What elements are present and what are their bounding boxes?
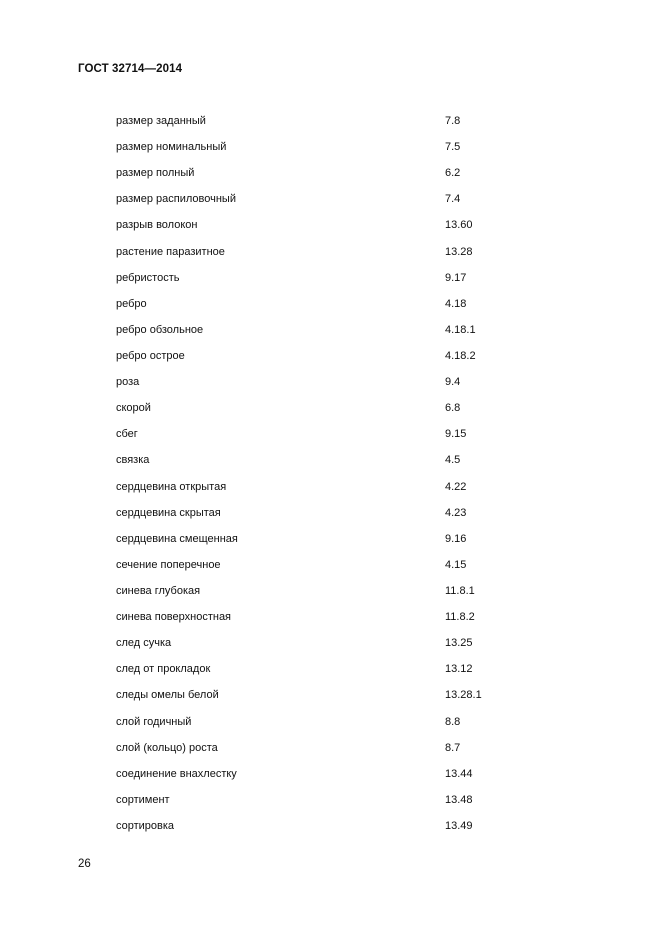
index-term: ребро обзольное — [116, 323, 204, 336]
index-ref: 8.7 — [445, 741, 461, 754]
index-ref: 13.28.1 — [445, 689, 482, 702]
index-row — [116, 192, 556, 218]
index-ref: 13.44 — [445, 767, 473, 780]
index-ref: 13.49 — [445, 819, 473, 832]
index-term: ребро — [116, 297, 147, 310]
index-ref: 4.22 — [445, 480, 467, 493]
index-ref: 7.8 — [445, 115, 461, 127]
index-ref: 9.16 — [445, 532, 467, 545]
index-ref: 4.18 — [445, 297, 467, 310]
index-term: размер распиловочный — [116, 193, 236, 206]
index-term: сечение поперечное — [116, 558, 221, 571]
index-row — [116, 610, 556, 636]
index-term: синева поверхностная — [116, 611, 232, 624]
index-ref: 4.15 — [445, 558, 467, 571]
index-row — [116, 349, 556, 375]
index-ref: 13.48 — [445, 793, 473, 806]
index-ref: 4.18.1 — [445, 323, 476, 336]
index-term: размер полный — [116, 167, 195, 180]
index-row — [116, 532, 556, 558]
index-row — [116, 688, 556, 714]
index-term: ребро острое — [116, 349, 185, 362]
index-ref: 6.8 — [445, 402, 461, 415]
index-ref: 11.8.2 — [445, 611, 475, 624]
index-ref: 11.8.1 — [445, 584, 475, 597]
index-row — [116, 767, 556, 793]
index-term: сердцевина скрытая — [116, 506, 221, 519]
index-term: сбег — [116, 428, 138, 441]
index-term: связка — [116, 454, 150, 467]
index-row — [116, 662, 556, 688]
index-ref: 9.15 — [445, 428, 467, 441]
index-row — [116, 793, 556, 819]
index-term: растение паразитное — [116, 245, 225, 258]
index-term: сортировка — [116, 819, 175, 832]
index-ref: 13.25 — [445, 637, 473, 650]
index-row — [116, 741, 556, 767]
index-row — [116, 245, 556, 271]
index-row — [116, 114, 556, 140]
index-term: сортимент — [116, 793, 170, 806]
index-term: ребристость — [116, 271, 180, 284]
index-ref: 7.4 — [445, 193, 461, 206]
index-row — [116, 506, 556, 532]
index-row — [116, 584, 556, 610]
index-row — [116, 218, 556, 244]
index-term: разрыв волокон — [116, 219, 198, 232]
alphabetical-index — [116, 114, 556, 845]
index-term: размер номинальный — [116, 141, 227, 154]
index-ref: 6.2 — [445, 167, 461, 180]
index-row — [116, 140, 556, 166]
page-header-standard: ГОСТ 32714—2014 — [78, 63, 183, 75]
index-ref: 9.4 — [445, 376, 461, 389]
page-number: 26 — [78, 858, 91, 870]
index-row — [116, 819, 556, 845]
index-term: слой годичный — [116, 715, 192, 728]
index-row — [116, 558, 556, 584]
index-row — [116, 715, 556, 741]
index-ref: 4.18.2 — [445, 349, 476, 362]
index-term: сердцевина открытая — [116, 480, 227, 493]
index-ref: 8.8 — [445, 715, 461, 728]
index-ref: 9.17 — [445, 271, 467, 284]
index-ref: 7.5 — [445, 141, 461, 154]
index-term: синева глубокая — [116, 584, 201, 597]
index-term: скорой — [116, 402, 151, 415]
index-ref: 13.12 — [445, 663, 473, 676]
index-ref: 13.60 — [445, 219, 473, 232]
index-term: соединение внахлестку — [116, 767, 237, 780]
index-row — [116, 323, 556, 349]
index-term: роза — [116, 376, 140, 389]
index-term: след сучка — [116, 637, 172, 650]
index-term: сердцевина смещенная — [116, 532, 238, 545]
index-row — [116, 401, 556, 427]
index-term: следы омелы белой — [116, 689, 219, 702]
index-term: след от прокладок — [116, 663, 211, 676]
index-row — [116, 166, 556, 192]
index-row — [116, 297, 556, 323]
index-row — [116, 271, 556, 297]
index-ref: 4.5 — [445, 454, 461, 467]
index-row — [116, 480, 556, 506]
index-term: слой (кольцо) роста — [116, 741, 218, 754]
index-term: размер заданный — [116, 115, 206, 127]
index-row — [116, 427, 556, 453]
index-row — [116, 453, 556, 479]
index-ref: 13.28 — [445, 245, 473, 258]
index-row — [116, 636, 556, 662]
index-row — [116, 375, 556, 401]
index-ref: 4.23 — [445, 506, 467, 519]
